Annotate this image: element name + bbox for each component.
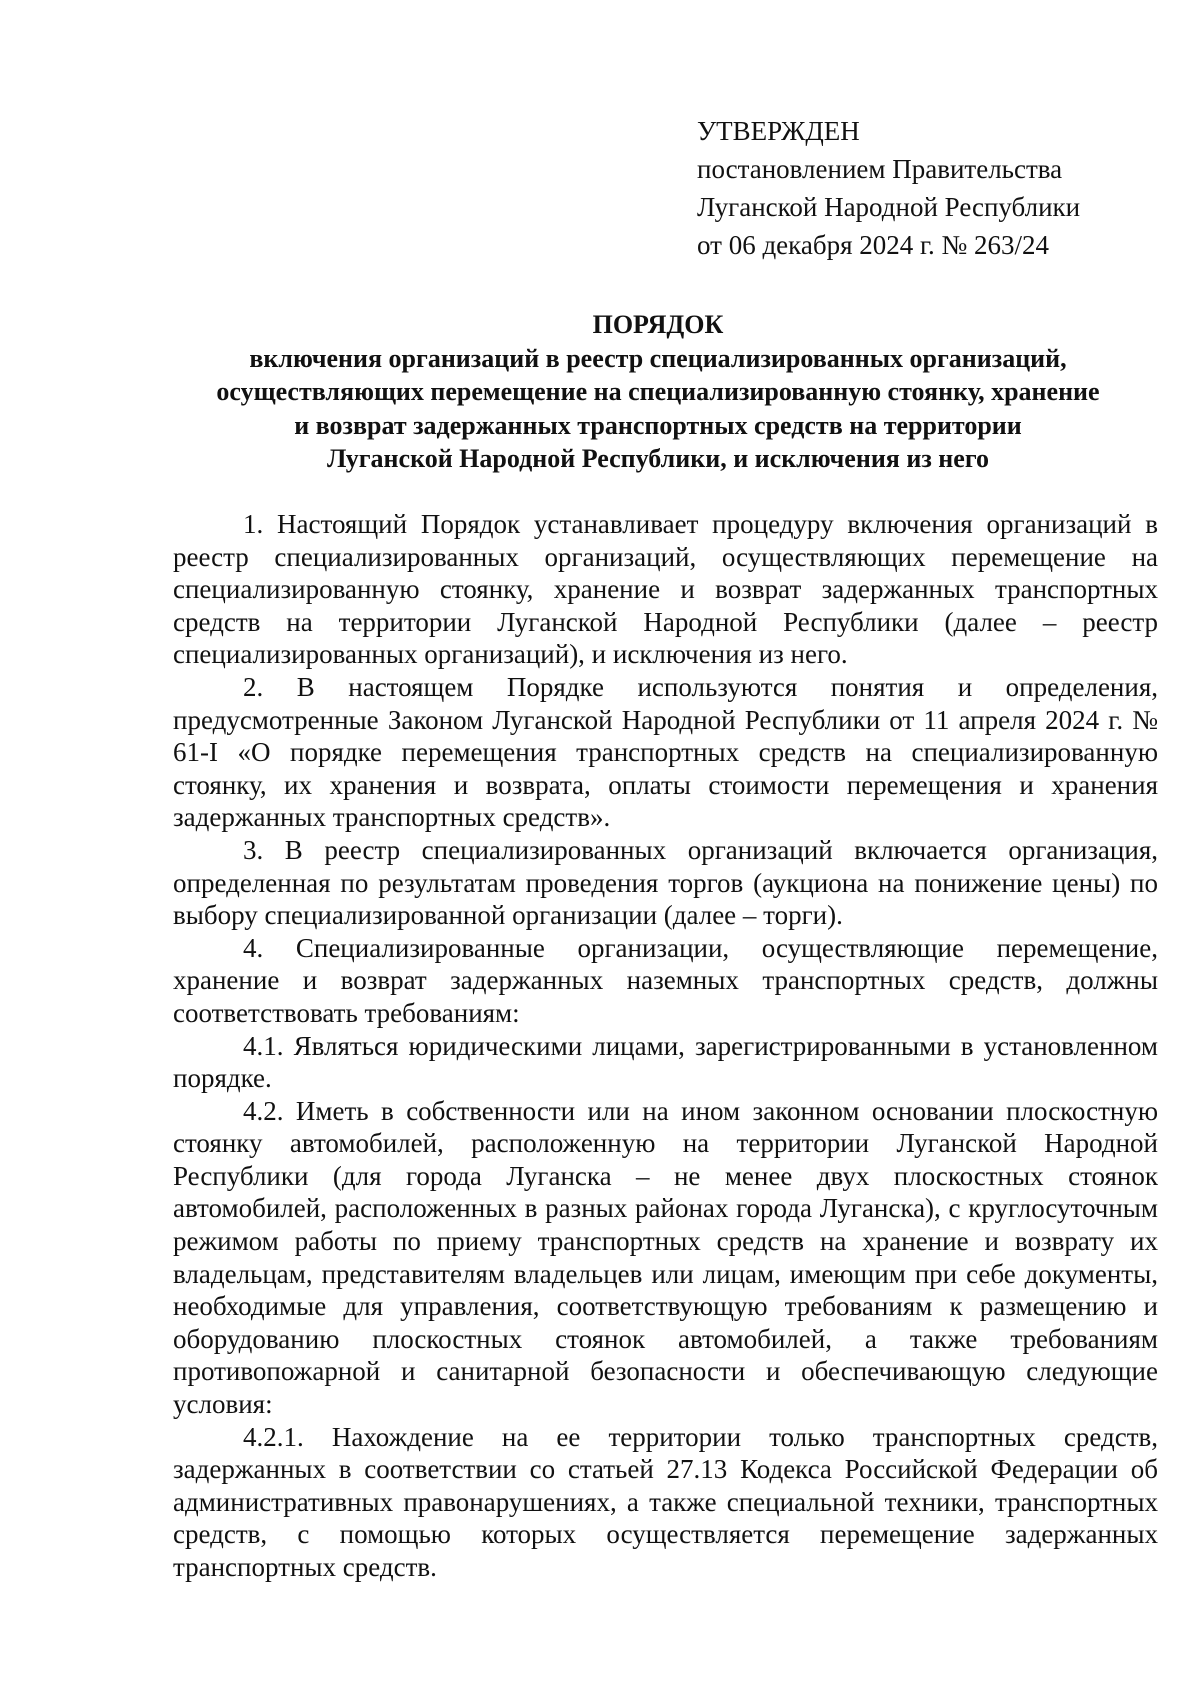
approval-authority-line: постановлением Правительства xyxy=(697,154,1063,184)
paragraph-4-2-1: 4.2.1. Нахождение на ее территории только транспортных средств, задержанных в соответствии со статьей 27.13 Кодекса Российской Федерации об административных правонарушениях, а также специальной техники, транспортных средств, с помощью которых осуществляется перемещение задержанных транспортных средств. xyxy=(173,1421,1158,1582)
document-body xyxy=(173,508,1158,1584)
document-subtitle-line: Луганской Народной Республики, и исключения из него xyxy=(327,444,989,473)
paragraph-1: 1. Настоящий Порядок устанавливает процедуру включения организаций в реестр специализированных организаций, осуществляющих перемещение на специализированную стоянку, хранение и возврат задержанных транспортных средств на территории Луганской Народной Республики (далее – реестр специализированных организаций), и исключения из него. xyxy=(173,509,1158,670)
document-subtitle-line: осуществляющих перемещение на специализированную стоянку, хранение xyxy=(216,377,1100,406)
document-heading xyxy=(150,308,1166,476)
paragraph-4: 4. Специализированные организации, осуществляющие перемещение, хранение и возврат задержанных наземных транспортных средств, должны соответствовать требованиям: xyxy=(173,932,1158,1028)
paragraph-3: 3. В реестр специализированных организаций включается организация, определенная по результатам проведения торгов (аукциона на понижение цены) по выбору специализированной организации (далее – торги). xyxy=(173,834,1158,931)
document-subtitle-line: и возврат задержанных транспортных средств на территории xyxy=(294,410,1022,440)
paragraph-4-2: 4.2. Иметь в собственности или на ином законном основании плоскостную стоянку автомобилей, расположенную на территории Луганской Народной Республики (для города Луганска – не менее двух плоскостных стоянок автомобилей, расположенных в разных районах города Луганска), с круглосуточным режимом работы по приему транспортных средств на хранение и возврату их владельцам, представителям владельцев или лицам, имеющим при себе документы, необходимые для управления, соответствующую требованиям к размещению и оборудованию плоскостных стоянок автомобилей, а также требованиям противопожарной и санитарной безопасности и обеспечивающую следующие условия: xyxy=(173,1095,1158,1420)
approval-status: УТВЕРЖДЕН xyxy=(697,116,860,146)
approval-authority-name: Луганской Народной Республики xyxy=(697,192,1081,222)
paragraph-4-1: 4.1. Являться юридическими лицами, зарегистрированными в установленном порядке. xyxy=(173,1030,1158,1094)
document-title: ПОРЯДОК xyxy=(592,310,724,339)
paragraph-2: 2. В настоящем Порядке используются понятия и определения, предусмотренные Законом Луганской Народной Республики от 11 апреля 2024 г. № 61-I «О порядке перемещения транспортных средств на специализированную стоянку, их хранения и возврата, оплаты стоимости перемещения и хранения задержанных транспортных средств». xyxy=(173,671,1158,833)
document-subtitle-line: включения организаций в реестр специализированных организаций, xyxy=(249,343,1067,373)
approval-block xyxy=(697,112,1177,264)
approval-date-number: от 06 декабря 2024 г. № 263/24 xyxy=(697,230,1050,260)
